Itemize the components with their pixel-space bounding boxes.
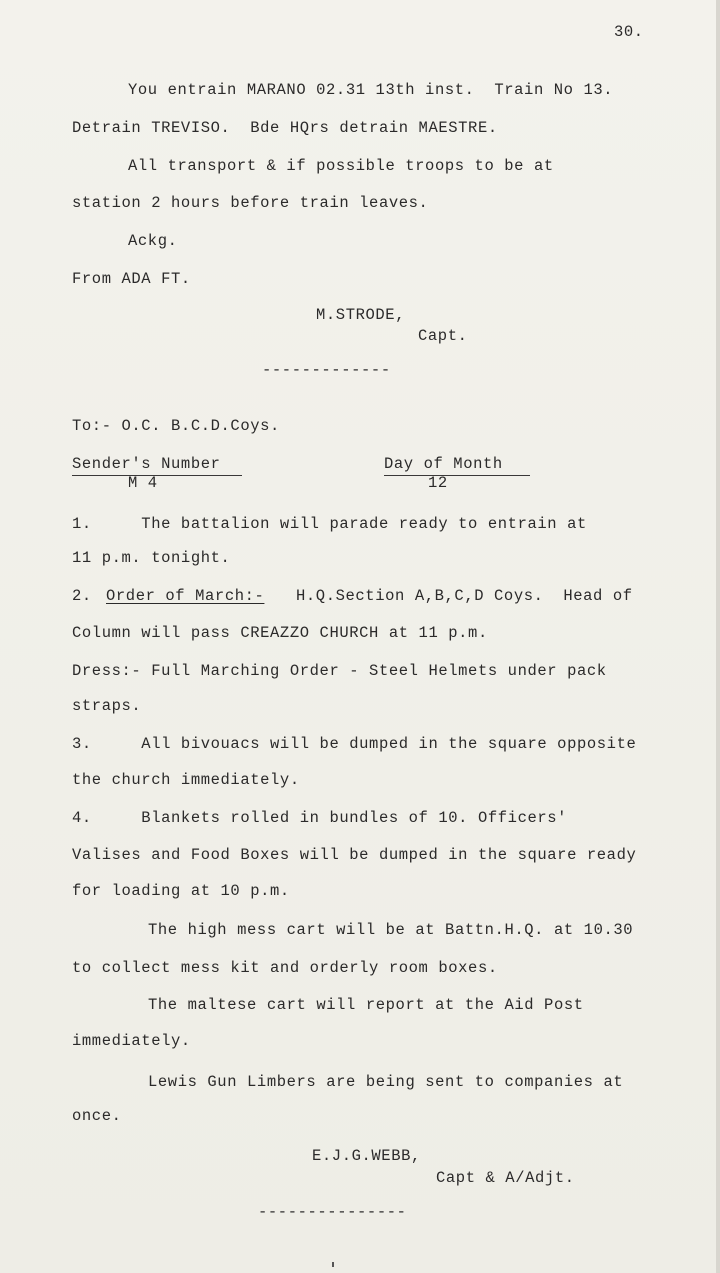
body-line: Column will pass CREAZZO CHURCH at 11 p.m. (72, 624, 488, 642)
body-line: once. (72, 1107, 122, 1125)
body-line: immediately. (72, 1032, 191, 1050)
message2-signature-name: E.J.G.WEBB, (312, 1147, 421, 1165)
message1-signature-name: M.STRODE, (316, 306, 406, 324)
body-line: Dress:- Full Marching Order - Steel Helmets under pack (72, 662, 607, 680)
message1-line3: All transport & if possible troops to be at (128, 157, 554, 175)
message1-ackg: Ackg. (128, 232, 178, 250)
body-line: 3. All bivouacs will be dumped in the square opposite (72, 735, 637, 753)
message1-line4: station 2 hours before train leaves. (72, 194, 429, 212)
body-line: Lewis Gun Limbers are being sent to companies at (148, 1073, 624, 1091)
message2-to: To:- O.C. B.C.D.Coys. (72, 417, 280, 435)
message1-from: From ADA FT. (72, 270, 191, 288)
senders-number-label: Sender's Number (72, 455, 221, 473)
bottom-mark (332, 1262, 334, 1267)
body-line: The high mess cart will be at Battn.H.Q. at 10.30 (148, 921, 634, 939)
body-line: 1. The battalion will parade ready to entrain at (72, 515, 587, 533)
message1-line2: Detrain TREVISO. Bde HQrs detrain MAESTRE. (72, 119, 498, 137)
body-line: the church immediately. (72, 771, 300, 789)
day-of-month-label: Day of Month (384, 455, 503, 473)
body-line: Valises and Food Boxes will be dumped in the square ready (72, 846, 637, 864)
body-line: straps. (72, 697, 142, 715)
message1-separator: ------------- (262, 361, 391, 379)
page-number: 30. (614, 23, 644, 41)
day-of-month-rule (384, 475, 530, 476)
message2-separator: --------------- (258, 1203, 407, 1221)
body-line: The maltese cart will report at the Aid Post (148, 996, 584, 1014)
body-line: 11 p.m. tonight. (72, 549, 231, 567)
message2-signature-rank: Capt & A/Adjt. (436, 1169, 575, 1187)
body-line: to collect mess kit and orderly room boxes. (72, 959, 498, 977)
message1-signature-rank: Capt. (418, 327, 468, 345)
item2-number: 2. (72, 587, 92, 605)
item2-heading: Order of March:- (106, 587, 265, 605)
message1-line1: You entrain MARANO 02.31 13th inst. Train No 13. (128, 81, 614, 99)
body-line: H.Q.Section A,B,C,D Coys. Head of (296, 587, 633, 605)
day-of-month-value: 12 (428, 474, 448, 492)
senders-number-value: M 4 (128, 474, 158, 492)
body-line: 4. Blankets rolled in bundles of 10. Officers' (72, 809, 568, 827)
body-line: for loading at 10 p.m. (72, 882, 290, 900)
page-edge (716, 0, 720, 1273)
